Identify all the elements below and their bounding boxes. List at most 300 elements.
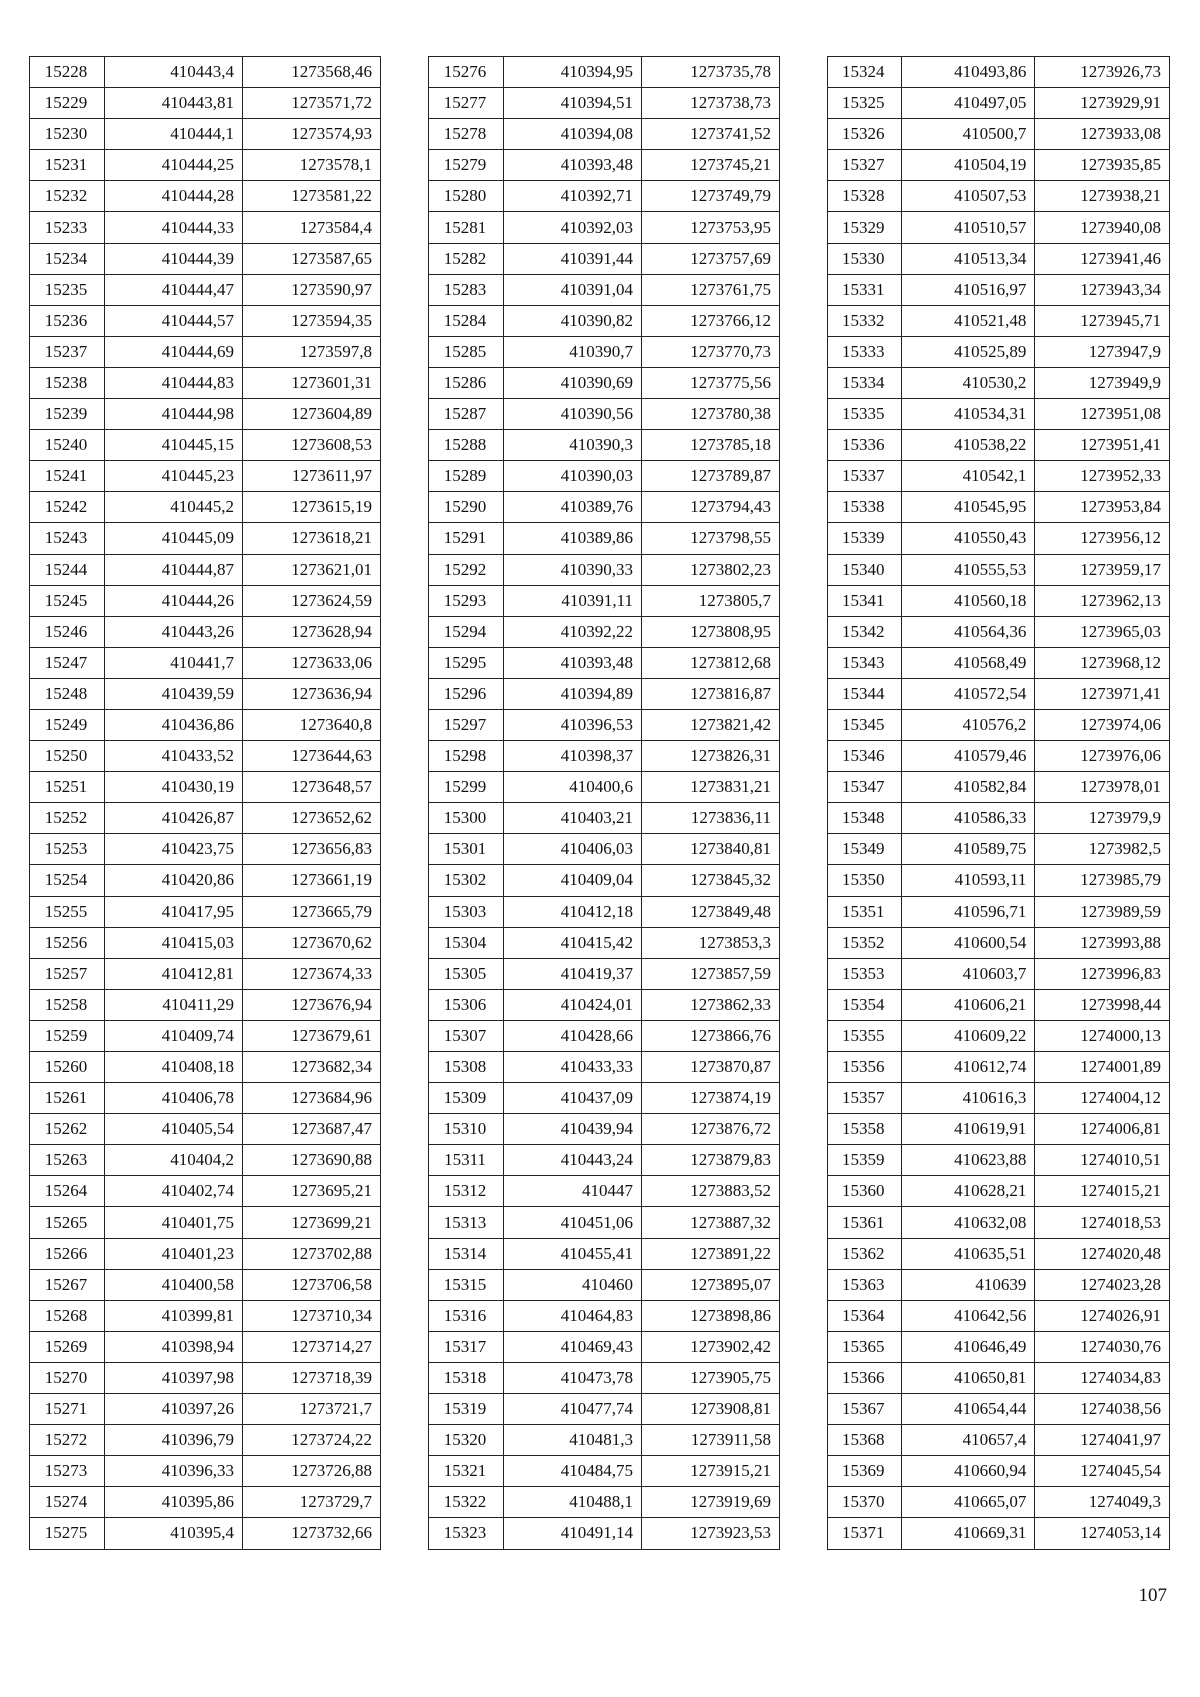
table-row	[828, 119, 1170, 150]
y-coordinate-cell: 1273821,42	[642, 709, 780, 740]
table-row	[828, 834, 1170, 865]
x-coordinate-cell: 410390,3	[504, 430, 642, 461]
x-coordinate-cell: 410400,6	[504, 772, 642, 803]
y-coordinate-cell: 1273648,57	[243, 772, 381, 803]
point-number-cell: 15281	[429, 212, 504, 243]
x-coordinate-cell: 410420,86	[105, 865, 243, 896]
table-row	[429, 616, 780, 647]
table-row	[828, 523, 1170, 554]
x-coordinate-cell: 410650,81	[901, 1362, 1035, 1393]
table-row	[30, 119, 381, 150]
y-coordinate-cell: 1274041,97	[1035, 1425, 1170, 1456]
point-number-cell: 15352	[828, 927, 902, 958]
y-coordinate-cell: 1273812,68	[642, 647, 780, 678]
x-coordinate-cell: 410390,69	[504, 367, 642, 398]
point-number-cell: 15234	[30, 243, 105, 274]
point-number-cell: 15228	[30, 57, 105, 88]
point-number-cell: 15339	[828, 523, 902, 554]
point-number-cell: 15355	[828, 1020, 902, 1051]
x-coordinate-cell: 410443,24	[504, 1145, 642, 1176]
table-row	[30, 709, 381, 740]
y-coordinate-cell: 1274006,81	[1035, 1114, 1170, 1145]
x-coordinate-cell: 410401,75	[105, 1207, 243, 1238]
y-coordinate-cell: 1273702,88	[243, 1238, 381, 1269]
y-coordinate-cell: 1273674,33	[243, 958, 381, 989]
y-coordinate-cell: 1273687,47	[243, 1114, 381, 1145]
table-row	[429, 1176, 780, 1207]
y-coordinate-cell: 1273857,59	[642, 958, 780, 989]
y-coordinate-cell: 1273729,7	[243, 1487, 381, 1518]
point-number-cell: 15349	[828, 834, 902, 865]
point-number-cell: 15343	[828, 647, 902, 678]
table-row	[828, 1300, 1170, 1331]
y-coordinate-cell: 1273682,34	[243, 1052, 381, 1083]
y-coordinate-cell: 1273568,46	[243, 57, 381, 88]
point-number-cell: 15291	[429, 523, 504, 554]
table-row	[429, 741, 780, 772]
y-coordinate-cell: 1273640,8	[243, 709, 381, 740]
point-number-cell: 15331	[828, 274, 902, 305]
table-row	[828, 461, 1170, 492]
y-coordinate-cell: 1273915,21	[642, 1456, 780, 1487]
x-coordinate-cell: 410564,36	[901, 616, 1035, 647]
x-coordinate-cell: 410445,09	[105, 523, 243, 554]
table-row	[828, 958, 1170, 989]
table-row	[30, 1362, 381, 1393]
point-number-cell: 15280	[429, 181, 504, 212]
point-number-cell: 15294	[429, 616, 504, 647]
point-number-cell: 15284	[429, 305, 504, 336]
point-number-cell: 15302	[429, 865, 504, 896]
table-row	[828, 367, 1170, 398]
y-coordinate-cell: 1273574,93	[243, 119, 381, 150]
table-row	[30, 1238, 381, 1269]
table-row	[30, 212, 381, 243]
point-number-cell: 15229	[30, 88, 105, 119]
point-number-cell: 15309	[429, 1083, 504, 1114]
table-row	[429, 834, 780, 865]
point-number-cell: 15345	[828, 709, 902, 740]
x-coordinate-cell: 410428,66	[504, 1020, 642, 1051]
table-row	[828, 150, 1170, 181]
point-number-cell: 15330	[828, 243, 902, 274]
coordinate-tables	[29, 56, 1170, 1582]
point-number-cell: 15270	[30, 1362, 105, 1393]
x-coordinate-cell: 410393,48	[504, 647, 642, 678]
y-coordinate-cell: 1274053,14	[1035, 1518, 1170, 1549]
y-coordinate-cell: 1273956,12	[1035, 523, 1170, 554]
table-row	[429, 1518, 780, 1549]
y-coordinate-cell: 1273618,21	[243, 523, 381, 554]
point-number-cell: 15365	[828, 1331, 902, 1362]
point-number-cell: 15327	[828, 150, 902, 181]
y-coordinate-cell: 1273998,44	[1035, 989, 1170, 1020]
x-coordinate-cell: 410409,74	[105, 1020, 243, 1051]
table-row	[429, 865, 780, 896]
table-row	[429, 803, 780, 834]
table-row	[30, 1456, 381, 1487]
point-number-cell: 15299	[429, 772, 504, 803]
table-row	[828, 585, 1170, 616]
table-row	[429, 523, 780, 554]
table-row	[429, 461, 780, 492]
point-number-cell: 15237	[30, 336, 105, 367]
point-number-cell: 15263	[30, 1145, 105, 1176]
point-number-cell: 15235	[30, 274, 105, 305]
table-row	[30, 1269, 381, 1300]
x-coordinate-cell: 410444,57	[105, 305, 243, 336]
x-coordinate-cell: 410436,86	[105, 709, 243, 740]
point-number-cell: 15338	[828, 492, 902, 523]
x-coordinate-cell: 410395,86	[105, 1487, 243, 1518]
table-row	[429, 678, 780, 709]
point-number-cell: 15316	[429, 1300, 504, 1331]
x-coordinate-cell: 410391,04	[504, 274, 642, 305]
point-number-cell: 15314	[429, 1238, 504, 1269]
point-number-cell: 15322	[429, 1487, 504, 1518]
y-coordinate-cell: 1273935,85	[1035, 150, 1170, 181]
x-coordinate-cell: 410395,4	[105, 1518, 243, 1549]
x-coordinate-cell: 410393,48	[504, 150, 642, 181]
y-coordinate-cell: 1273989,59	[1035, 896, 1170, 927]
point-number-cell: 15238	[30, 367, 105, 398]
y-coordinate-cell: 1273874,19	[642, 1083, 780, 1114]
table-row	[30, 274, 381, 305]
y-coordinate-cell: 1273597,8	[243, 336, 381, 367]
y-coordinate-cell: 1273962,13	[1035, 585, 1170, 616]
y-coordinate-cell: 1273798,55	[642, 523, 780, 554]
x-coordinate-cell: 410582,84	[901, 772, 1035, 803]
table-row	[30, 1114, 381, 1145]
table-row	[828, 88, 1170, 119]
x-coordinate-cell: 410616,3	[901, 1083, 1035, 1114]
table-row	[828, 772, 1170, 803]
table-row	[828, 1207, 1170, 1238]
y-coordinate-cell: 1274045,54	[1035, 1456, 1170, 1487]
table-row	[429, 585, 780, 616]
x-coordinate-cell: 410510,57	[901, 212, 1035, 243]
x-coordinate-cell: 410441,7	[105, 647, 243, 678]
point-number-cell: 15337	[828, 461, 902, 492]
x-coordinate-cell: 410401,23	[105, 1238, 243, 1269]
y-coordinate-cell: 1273665,79	[243, 896, 381, 927]
x-coordinate-cell: 410445,23	[105, 461, 243, 492]
table-row	[30, 1518, 381, 1549]
y-coordinate-cell: 1273628,94	[243, 616, 381, 647]
y-coordinate-cell: 1273741,52	[642, 119, 780, 150]
y-coordinate-cell: 1273775,56	[642, 367, 780, 398]
point-number-cell: 15306	[429, 989, 504, 1020]
table-row	[828, 678, 1170, 709]
x-coordinate-cell: 410396,33	[105, 1456, 243, 1487]
y-coordinate-cell: 1273636,94	[243, 678, 381, 709]
x-coordinate-cell: 410426,87	[105, 803, 243, 834]
table-row	[828, 57, 1170, 88]
table-row	[429, 119, 780, 150]
x-coordinate-cell: 410406,78	[105, 1083, 243, 1114]
y-coordinate-cell: 1274000,13	[1035, 1020, 1170, 1051]
x-coordinate-cell: 410473,78	[504, 1362, 642, 1393]
table-row	[429, 772, 780, 803]
x-coordinate-cell: 410481,3	[504, 1425, 642, 1456]
y-coordinate-cell: 1273695,21	[243, 1176, 381, 1207]
y-coordinate-cell: 1274001,89	[1035, 1052, 1170, 1083]
x-coordinate-cell: 410406,03	[504, 834, 642, 865]
table-row	[429, 150, 780, 181]
point-number-cell: 15289	[429, 461, 504, 492]
x-coordinate-cell: 410635,51	[901, 1238, 1035, 1269]
x-coordinate-cell: 410507,53	[901, 181, 1035, 212]
point-number-cell: 15323	[429, 1518, 504, 1549]
x-coordinate-cell: 410405,54	[105, 1114, 243, 1145]
x-coordinate-cell: 410628,21	[901, 1176, 1035, 1207]
x-coordinate-cell: 410657,4	[901, 1425, 1035, 1456]
y-coordinate-cell: 1273943,34	[1035, 274, 1170, 305]
x-coordinate-cell: 410606,21	[901, 989, 1035, 1020]
point-number-cell: 15351	[828, 896, 902, 927]
x-coordinate-cell: 410403,21	[504, 803, 642, 834]
x-coordinate-cell: 410491,14	[504, 1518, 642, 1549]
x-coordinate-cell: 410423,75	[105, 834, 243, 865]
table-row	[30, 336, 381, 367]
table-row	[30, 367, 381, 398]
y-coordinate-cell: 1273644,63	[243, 741, 381, 772]
y-coordinate-cell: 1273805,7	[642, 585, 780, 616]
point-number-cell: 15361	[828, 1207, 902, 1238]
point-number-cell: 15319	[429, 1394, 504, 1425]
y-coordinate-cell: 1273780,38	[642, 399, 780, 430]
point-number-cell: 15287	[429, 399, 504, 430]
table-row	[30, 741, 381, 772]
x-coordinate-cell: 410433,33	[504, 1052, 642, 1083]
table-row	[30, 1145, 381, 1176]
table-row	[30, 150, 381, 181]
x-coordinate-cell: 410394,51	[504, 88, 642, 119]
point-number-cell: 15262	[30, 1114, 105, 1145]
point-number-cell: 15271	[30, 1394, 105, 1425]
y-coordinate-cell: 1273757,69	[642, 243, 780, 274]
x-coordinate-cell: 410397,26	[105, 1394, 243, 1425]
y-coordinate-cell: 1273845,32	[642, 865, 780, 896]
x-coordinate-cell: 410484,75	[504, 1456, 642, 1487]
x-coordinate-cell: 410642,56	[901, 1300, 1035, 1331]
table-row	[30, 461, 381, 492]
x-coordinate-cell: 410392,71	[504, 181, 642, 212]
x-coordinate-cell: 410542,1	[901, 461, 1035, 492]
y-coordinate-cell: 1273862,33	[642, 989, 780, 1020]
x-coordinate-cell: 410665,07	[901, 1487, 1035, 1518]
point-number-cell: 15329	[828, 212, 902, 243]
y-coordinate-cell: 1273895,07	[642, 1269, 780, 1300]
table-row	[429, 1145, 780, 1176]
point-number-cell: 15326	[828, 119, 902, 150]
point-number-cell: 15250	[30, 741, 105, 772]
y-coordinate-cell: 1273940,08	[1035, 212, 1170, 243]
page-number: 107	[1138, 1585, 1167, 1606]
x-coordinate-cell: 410415,42	[504, 927, 642, 958]
x-coordinate-cell: 410576,2	[901, 709, 1035, 740]
x-coordinate-cell: 410469,43	[504, 1331, 642, 1362]
point-number-cell: 15296	[429, 678, 504, 709]
x-coordinate-cell: 410444,28	[105, 181, 243, 212]
x-coordinate-cell: 410464,83	[504, 1300, 642, 1331]
table-row	[828, 1083, 1170, 1114]
y-coordinate-cell: 1273808,95	[642, 616, 780, 647]
x-coordinate-cell: 410430,19	[105, 772, 243, 803]
table-row	[30, 1083, 381, 1114]
x-coordinate-cell: 410439,59	[105, 678, 243, 709]
x-coordinate-cell: 410451,06	[504, 1207, 642, 1238]
x-coordinate-cell: 410444,33	[105, 212, 243, 243]
table-row	[429, 1300, 780, 1331]
table-row	[30, 181, 381, 212]
y-coordinate-cell: 1273789,87	[642, 461, 780, 492]
coordinate-table-2	[428, 56, 780, 1550]
table-row	[429, 1083, 780, 1114]
x-coordinate-cell: 410444,1	[105, 119, 243, 150]
x-coordinate-cell: 410398,37	[504, 741, 642, 772]
point-number-cell: 15256	[30, 927, 105, 958]
y-coordinate-cell: 1273919,69	[642, 1487, 780, 1518]
x-coordinate-cell: 410391,11	[504, 585, 642, 616]
point-number-cell: 15356	[828, 1052, 902, 1083]
x-coordinate-cell: 410669,31	[901, 1518, 1035, 1549]
y-coordinate-cell: 1273714,27	[243, 1331, 381, 1362]
point-number-cell: 15231	[30, 150, 105, 181]
point-number-cell: 15251	[30, 772, 105, 803]
table-row	[828, 492, 1170, 523]
table-row	[30, 647, 381, 678]
point-number-cell: 15315	[429, 1269, 504, 1300]
y-coordinate-cell: 1274026,91	[1035, 1300, 1170, 1331]
y-coordinate-cell: 1273996,83	[1035, 958, 1170, 989]
x-coordinate-cell: 410444,87	[105, 554, 243, 585]
table-row	[429, 1487, 780, 1518]
y-coordinate-cell: 1273732,66	[243, 1518, 381, 1549]
table-row	[828, 212, 1170, 243]
point-number-cell: 15363	[828, 1269, 902, 1300]
y-coordinate-cell: 1273726,88	[243, 1456, 381, 1487]
x-coordinate-cell: 410444,83	[105, 367, 243, 398]
y-coordinate-cell: 1273853,3	[642, 927, 780, 958]
point-number-cell: 15232	[30, 181, 105, 212]
point-number-cell: 15276	[429, 57, 504, 88]
y-coordinate-cell: 1273883,52	[642, 1176, 780, 1207]
table-row	[828, 1238, 1170, 1269]
table-row	[828, 803, 1170, 834]
x-coordinate-cell: 410394,95	[504, 57, 642, 88]
y-coordinate-cell: 1273718,39	[243, 1362, 381, 1393]
y-coordinate-cell: 1273866,76	[642, 1020, 780, 1051]
table-row	[429, 399, 780, 430]
x-coordinate-cell: 410460	[504, 1269, 642, 1300]
y-coordinate-cell: 1273594,35	[243, 305, 381, 336]
point-number-cell: 15236	[30, 305, 105, 336]
table-row	[30, 989, 381, 1020]
y-coordinate-cell: 1273608,53	[243, 430, 381, 461]
table-row	[429, 989, 780, 1020]
x-coordinate-cell: 410534,31	[901, 399, 1035, 430]
x-coordinate-cell: 410399,81	[105, 1300, 243, 1331]
x-coordinate-cell: 410589,75	[901, 834, 1035, 865]
x-coordinate-cell: 410639	[901, 1269, 1035, 1300]
x-coordinate-cell: 410488,1	[504, 1487, 642, 1518]
x-coordinate-cell: 410444,26	[105, 585, 243, 616]
x-coordinate-cell: 410600,54	[901, 927, 1035, 958]
point-number-cell: 15308	[429, 1052, 504, 1083]
point-number-cell: 15298	[429, 741, 504, 772]
table-row	[30, 1176, 381, 1207]
point-number-cell: 15311	[429, 1145, 504, 1176]
x-coordinate-cell: 410411,29	[105, 989, 243, 1020]
table-row	[30, 803, 381, 834]
x-coordinate-cell: 410572,54	[901, 678, 1035, 709]
x-coordinate-cell: 410396,53	[504, 709, 642, 740]
table-row	[429, 1425, 780, 1456]
x-coordinate-cell: 410433,52	[105, 741, 243, 772]
point-number-cell: 15360	[828, 1176, 902, 1207]
x-coordinate-cell: 410646,49	[901, 1331, 1035, 1362]
table-row	[429, 367, 780, 398]
point-number-cell: 15282	[429, 243, 504, 274]
point-number-cell: 15324	[828, 57, 902, 88]
point-number-cell: 15317	[429, 1331, 504, 1362]
y-coordinate-cell: 1273571,72	[243, 88, 381, 119]
point-number-cell: 15241	[30, 461, 105, 492]
x-coordinate-cell: 410444,69	[105, 336, 243, 367]
point-number-cell: 15239	[30, 399, 105, 430]
point-number-cell: 15290	[429, 492, 504, 523]
y-coordinate-cell: 1273590,97	[243, 274, 381, 305]
y-coordinate-cell: 1273611,97	[243, 461, 381, 492]
x-coordinate-cell: 410545,95	[901, 492, 1035, 523]
table-row	[30, 1300, 381, 1331]
x-coordinate-cell: 410415,03	[105, 927, 243, 958]
point-number-cell: 15346	[828, 741, 902, 772]
table-row	[828, 927, 1170, 958]
x-coordinate-cell: 410513,34	[901, 243, 1035, 274]
x-coordinate-cell: 410390,82	[504, 305, 642, 336]
table-row	[429, 1362, 780, 1393]
x-coordinate-cell: 410579,46	[901, 741, 1035, 772]
x-coordinate-cell: 410391,44	[504, 243, 642, 274]
x-coordinate-cell: 410412,18	[504, 896, 642, 927]
point-number-cell: 15259	[30, 1020, 105, 1051]
y-coordinate-cell: 1273911,58	[642, 1425, 780, 1456]
y-coordinate-cell: 1273749,79	[642, 181, 780, 212]
table-row	[429, 1020, 780, 1051]
table-row	[30, 554, 381, 585]
x-coordinate-cell: 410497,05	[901, 88, 1035, 119]
table-row	[828, 1331, 1170, 1362]
table-row	[30, 523, 381, 554]
point-number-cell: 15297	[429, 709, 504, 740]
x-coordinate-cell: 410444,25	[105, 150, 243, 181]
table-row	[30, 1020, 381, 1051]
table-row	[30, 492, 381, 523]
x-coordinate-cell: 410550,43	[901, 523, 1035, 554]
y-coordinate-cell: 1273929,91	[1035, 88, 1170, 119]
y-coordinate-cell: 1274015,21	[1035, 1176, 1170, 1207]
point-number-cell: 15362	[828, 1238, 902, 1269]
table-row	[429, 336, 780, 367]
y-coordinate-cell: 1273735,78	[642, 57, 780, 88]
x-coordinate-cell: 410400,58	[105, 1269, 243, 1300]
point-number-cell: 15303	[429, 896, 504, 927]
x-coordinate-cell: 410455,41	[504, 1238, 642, 1269]
point-number-cell: 15255	[30, 896, 105, 927]
table-row	[828, 1518, 1170, 1549]
